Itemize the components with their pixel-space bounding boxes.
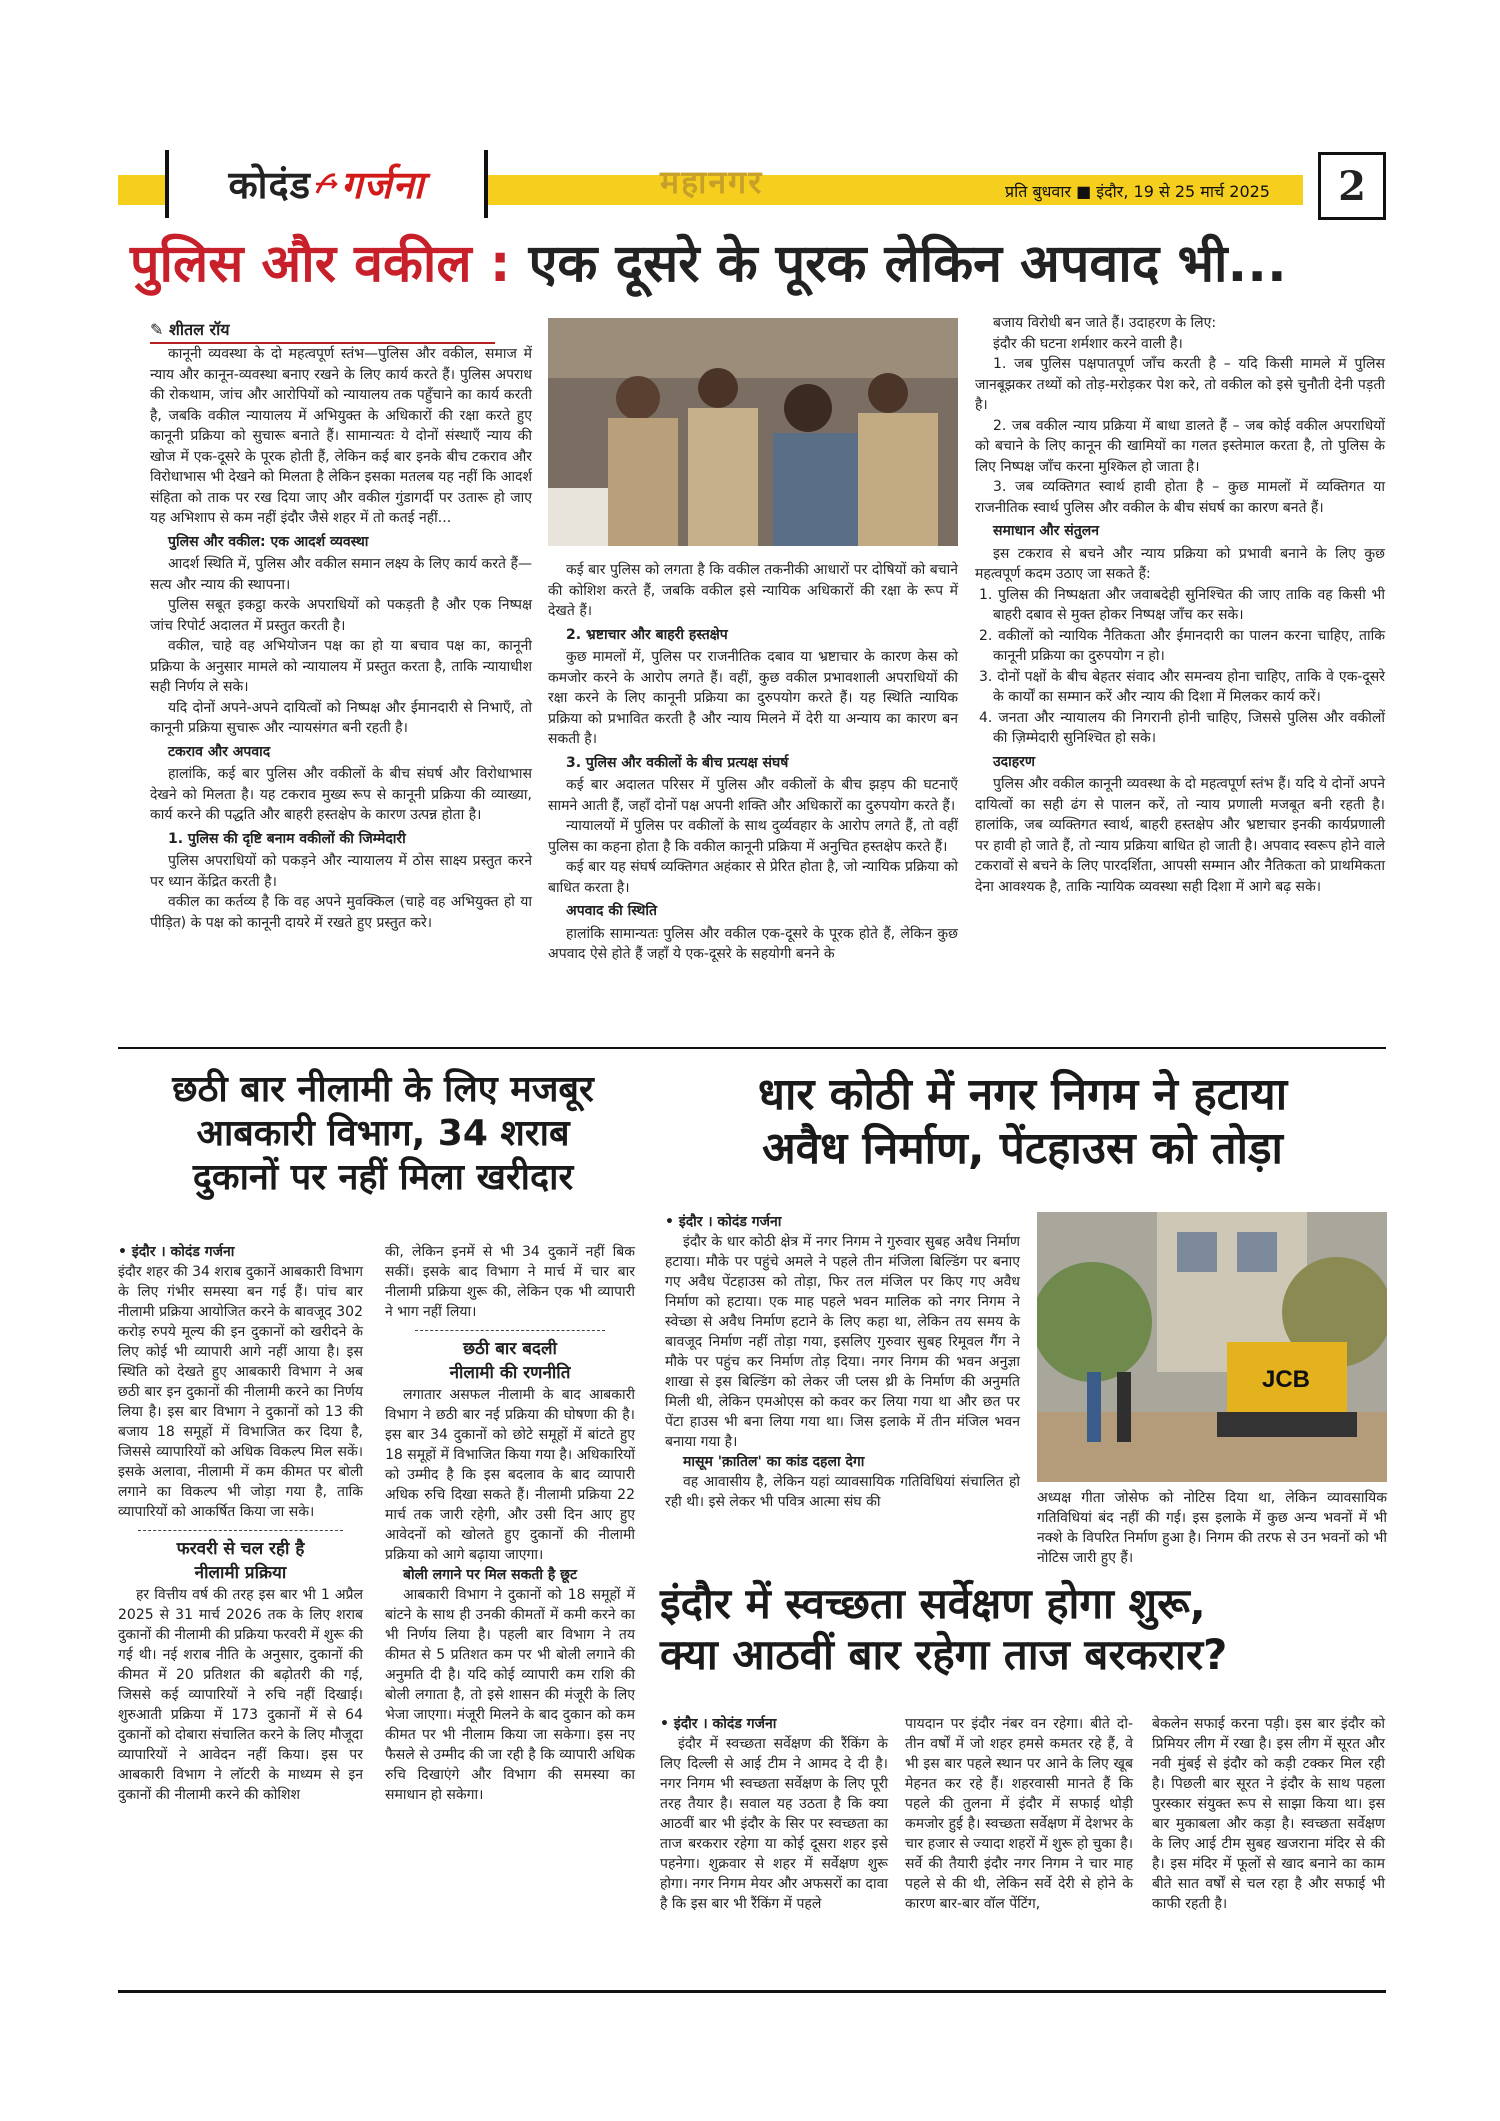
- liquor-text-1a: इंदौर शहर की 34 शराब दुकानें आबकारी विभाग के लिए गंभीर समस्या बन गई हैं। पांच बार नीलामी प्रक्रिया आयोजित करने के बावजूद 302 करोड़ रुपये मूल्य की इन दुकानों को खरीदने के लिए कोई भी व्यापारी आगे नहीं आया है। इस स्थिति को देखते हुए आबकारी विभाग ने अब छठी बार इन दुकानों की नीलामी करने का निर्णय लिया है। इस बार विभाग ने दुकानों को 13 की बजाय 18 समूहों में विभाजित कर दिया है, जिससे व्यापारियों को अधिक विकल्प मिल सकें। इसके अलावा, नीलामी में कम कीमत पर बोली लगाने का विकल्प भी जोड़ा गया है, ताकि व्यापारियों को आकर्षित किया जा सके।: [118, 1264, 363, 1520]
- paragraph: हालांकि सामान्यतः पुलिस और वकील एक-दूसरे के पूरक होते हैं, लेकिन कुछ अपवाद ऐसे होते हैं जहाँ ये एक-दूसरे के सहयोगी बनने के: [548, 925, 958, 962]
- numbered-point: 1. जब पुलिस पक्षपातपूर्ण जाँच करती है – यदि किसी मामले में पुलिस जानबूझकर तथ्यों को तोड़-मरोड़कर पेश करे, तो वकील को इसे चुनौती देनी पड़ती है।: [975, 356, 1385, 413]
- masthead-logo: [165, 150, 488, 218]
- paragraph: कई बार यह संघर्ष व्यक्तिगत अहंकार से प्रेरित होता है, जो न्यायिक प्रक्रिया को बाधित करता है।: [548, 859, 958, 896]
- subheading: टकराव और अपवाद: [168, 743, 271, 760]
- bottom-rule: [118, 1990, 1386, 1993]
- paragraph: कुछ मामलों में, पुलिस पर राजनीतिक दबाव या भ्रष्टाचार के कारण केस को कमजोर करने के आरोप लगते हैं। वहीं, कुछ वकील प्रभावशाली अपराधियों की रक्षा करने के लिए कानूनी प्रक्रिया का दुरुपयोग करते हैं। यह स्थिति न्यायिक प्रक्रिया को प्रभावित करती है और न्याय मिलने में देरी या अन्याय का कारण बन सकती है।: [548, 649, 958, 747]
- dashed-divider: [415, 1330, 605, 1331]
- page-number: 2: [1318, 152, 1386, 220]
- liquor-column-1: [118, 1242, 363, 1805]
- lead-byline: ✎ शीतल रॉय: [150, 318, 495, 344]
- swachh-column-2: पायदान पर इंदौर नंबर वन रहेगा। बीते दो-तीन वर्षों में जो शहर हमसे कमतर रहे हैं, वे भी इस बार पहले स्थान पर आने के लिए खूब मेहनत कर रहे हैं। शहरवासी मानते हैं कि पहले की तुलना में इंदौर में सफाई थोड़ी कमजोर हुई है। स्वच्छता सर्वेक्षण में देशभर के चार हजार से ज्यादा शहरों में शुरू हो चुका है। सर्वे की तैयारी इंदौर नगर निगम ने चार माह पहले से की थी, लेकिन सर्वे देरी से होने के कारण बार-बार वॉल पेंटिंग,: [905, 1716, 1133, 1912]
- dhar-text: इंदौर के धार कोठी क्षेत्र में नगर निगम ने गुरुवार सुबह अवैध निर्माण हटाया। मौके पर पहुंचे अमले ने पहले तीन मंजिला बिल्डिंग पर बनाए गए अवैध पेंटहाउस को तोड़ा, फिर तल मंजिल पर किए गए अवैध निर्माण को हटाया। एक माह पहले भवन मालिक को नगर निगम ने स्वेच्छा से अवैध निर्माण हटाने के लिए कहा था, लेकिन तय समय के बावजूद निर्माण नहीं तोड़ा गया, इसलिए गुरुवार सुबह रिमूवल गैंग ने मौके पर पहुंच कर निर्माण तोड़ दिया। नगर निगम की भवन अनुज्ञा शाखा से इस बिल्डिंग को लेकर जी प्लस थ्री के निर्माण की अनुमति मिली थी, लेकिन एमओएस को कवर कर लिया गया था और छत पर पेंटा हाउस भी बना लिया गया था। जिस इलाके में तीन मंजिल भवन बनाया गया है।: [665, 1234, 1020, 1450]
- subheading: 3. पुलिस और वकीलों के बीच प्रत्यक्ष संघर्ष: [566, 754, 789, 771]
- dhar-caption: अध्यक्ष गीता जोसेफ को नोटिस दिया था, लेकिन व्यावसायिक गतिविधियां बंद नहीं की गई। इस इलाके में कुछ अन्य भवनों में भी नक्शे के विपरित निर्माण हुआ है। निगम की तरफ से उन भवनों को भी नोटिस जारी हुए हैं।: [1037, 1490, 1387, 1566]
- dhar-text-2: वह आवासीय है, लेकिन यहां व्यावसायिक गतिविधियां संचालित हो रही थी। इसे लेकर भी पवित्र आत्मा संघ की: [665, 1474, 1020, 1510]
- dhar-subhead: मासूम 'क़ातिल' का कांड दहला देगा: [683, 1454, 865, 1470]
- logo-text-part2: गर्जना: [341, 162, 425, 207]
- paragraph: वकील का कर्तव्य है कि वह अपने मुवक्किल (चाहे वह अभियुक्त हो या पीड़ित) के पक्ष को कानूनी दायरे में रखते हुए प्रस्तुत करे।: [150, 894, 532, 931]
- swachh-column-3: बेकलेन सफाई करना पड़ी। इस बार इंदौर को प्रिमियर लीग में रखा है। इस लीग में सूरत और नवी मुंबई से इंदौर को कड़ी टक्कर मिल रही है। पिछली बार सूरत ने इंदौर के साथ पहला पुरस्कार संयुक्त रूप से साझा किया था। इस बार मुकाबला और कड़ा है। स्वच्छता सर्वेक्षण के लिए आई टीम सुबह खजराना मंदिर से की है। इस मंदिर में फूलों से खाद बनाने का काम बीते सात वर्षों से चल रहा है और सफाई भी काफी रहती है।: [1152, 1716, 1385, 1912]
- bow-arrow-icon: [313, 171, 339, 197]
- liquor-subhead-3: बोली लगाने पर मिल सकती है छूट: [403, 1567, 578, 1583]
- swachh-headline: इंदौर में स्वच्छता सर्वेक्षण होगा शुरू, क्या आठवीं बार रहेगा ताज बरकरार?: [660, 1579, 1228, 1680]
- jcb-logo-text: JCB: [1262, 1366, 1311, 1393]
- lead-headline-red: पुलिस और वकील :: [130, 234, 511, 294]
- issue-date: प्रति बुधवार ■ इंदौर, 19 से 25 मार्च 2025: [1005, 182, 1270, 201]
- lead-headline: [130, 226, 1390, 297]
- liquor-subhead-1: फरवरी से चल रही है नीलामी प्रक्रिया: [176, 1539, 305, 1583]
- lead-column-3: [975, 313, 1385, 897]
- paragraph: न्यायालयों में पुलिस पर वकीलों के साथ दुर्व्यवहार के आरोप लगते हैं, तो वहीं पुलिस का कहना होता है कि वकील कानूनी प्रक्रिया में अनुचित हस्तक्षेप करते हैं।: [548, 818, 958, 855]
- subheading: उदाहरण: [993, 753, 1036, 770]
- paragraph: हालांकि, कई बार पुलिस और वकीलों के बीच संघर्ष और विरोधाभास देखने को मिलता है। यह टकराव मुख्य रूप से कानूनी प्रक्रिया की व्याख्या, कार्य करने की पद्धति और बाहरी हस्तक्षेप के कारण उत्पन्न होता है।: [150, 766, 532, 823]
- paragraph: यदि दोनों अपने-अपने दायित्वों को निष्पक्ष और ईमानदारी से निभाएँ, तो कानूनी प्रक्रिया सुचारू और न्यायसंगत बनी रहती है।: [150, 699, 532, 736]
- paragraph: पुलिस अपराधियों को पकड़ने और न्यायालय में ठोस साक्ष्य प्रस्तुत करने पर ध्यान केंद्रित करती है।: [150, 853, 532, 890]
- subheading: समाधान और संतुलन: [993, 523, 1099, 539]
- divider-line: [118, 1047, 1386, 1049]
- liquor-text-1b: हर वित्तीय वर्ष की तरह इस बार भी 1 अप्रैल 2025 से 31 मार्च 2026 तक के लिए शराब दुकानों की नीलामी की प्रक्रिया फरवरी में शुरू की गई थी। नई शराब नीति के अनुसार, दुकानों की कीमत में 20 प्रतिशत की बढ़ोतरी की गई, जिससे कई व्यापारियों ने रुचि नहीं दिखाई। शुरुआती प्रक्रिया में 173 दुकानों में से 64 दुकानों को दोबारा संचालित करने के लिए मौजूदा व्यापारियों ने आवेदन नहीं किया। इस पर आबकारी विभाग ने लॉटरी के माध्यम से इन दुकानों की नीलामी करने की कोशिश: [118, 1587, 363, 1803]
- paragraph: आदर्श स्थिति में, पुलिस और वकील समान लक्ष्य के लिए कार्य करते हैं—सत्य और न्याय की स्थापना।: [150, 556, 532, 593]
- list-item: 3. दोनों पक्षों के बीच बेहतर संवाद और समन्वय होना चाहिए, ताकि वे एक-दूसरे के कार्यों का सम्मान करें और न्याय की दिशा में मिलकर कार्य करें।: [979, 668, 1385, 705]
- subheading: पुलिस और वकील: एक आदर्श व्यवस्था: [168, 533, 369, 550]
- dhar-dateline: • इंदौर । कोदंड गर्जना: [665, 1214, 782, 1230]
- liquor-headline: छठी बार नीलामी के लिए मजबूर आबकारी विभाग, 34 शराब दुकानों पर नहीं मिला खरीदार: [172, 1069, 594, 1198]
- police-lawyers-scuffle-photo: [548, 318, 958, 546]
- demolition-photo: [1037, 1212, 1387, 1482]
- liquor-subhead-2: छठी बार बदली नीलामी की रणनीति: [449, 1339, 571, 1383]
- paragraph: इस टकराव से बचने और न्याय प्रक्रिया को प्रभावी बनाने के लिए कुछ महत्वपूर्ण कदम उठाए जा सकते हैं:: [975, 545, 1385, 582]
- dhar-headline: धार कोठी में नगर निगम ने हटाया अवैध निर्माण, पेंटहाउस को तोड़ा: [757, 1069, 1288, 1174]
- subheading: अपवाद की स्थिति: [566, 903, 657, 919]
- list-item: 1. पुलिस की निष्पक्षता और जवाबदेही सुनिश्चित की जाए ताकि वह किसी भी बाहरी दबाव से मुक्त होकर निष्पक्ष जाँच कर सके।: [979, 586, 1385, 623]
- paragraph: पुलिस और वकील कानूनी व्यवस्था के दो महत्वपूर्ण स्तंभ हैं। यदि ये दोनों अपने दायित्वों का सही ढंग से पालन करें, तो न्याय प्रणाली मजबूत बनी रहती है। हालांकि, जब व्यक्तिगत स्वार्थ, बाहरी हस्तक्षेप और भ्रष्टाचार इनकी कार्यप्रणाली पर हावी हो जाते हैं, तो न्याय प्रक्रिया बाधित हो जाती है। अपवाद स्वरूप होने वाले टकरावों से बचने के लिए पारदर्शिता, आपसी सम्मान और नैतिकता को प्राथमिकता देना आवश्यक है, ताकि न्यायिक व्यवस्था सही दिशा में आगे बढ़ सके।: [975, 776, 1385, 895]
- liquor-text-2a: की, लेकिन इनमें से भी 34 दुकानें नहीं बिक सकीं। इसके बाद विभाग ने मार्च में चार बार नीलामी प्रक्रिया शुरू की, लेकिन एक भी व्यापारी ने भाग नहीं लिया।: [385, 1244, 635, 1320]
- subheading: 2. भ्रष्टाचार और बाहरी हस्तक्षेप: [566, 626, 728, 643]
- numbered-point: 2. जब वकील न्याय प्रक्रिया में बाधा डालते हैं – जब कोई वकील अपराधियों को बचाने के लिए कानून की खामियों का गलत इस्तेमाल करता है, तो पुलिस के लिए निष्पक्ष जाँच करना मुश्किल हो जाता है।: [975, 417, 1385, 475]
- dhar-body: [665, 1212, 1020, 1512]
- paragraph: कई बार पुलिस को लगता है कि वकील तकनीकी आधारों पर दोषियों को बचाने की कोशिश करते हैं, जबकि वकील इसे न्यायिक अधिकारों की रक्षा के रूप में देखते हैं।: [548, 562, 958, 619]
- list-item: 4. जनता और न्यायालय की निगरानी होनी चाहिए, जिससे पुलिस और वकीलों की ज़िम्मेदारी सुनिश्चित हो सके।: [979, 709, 1385, 746]
- numbered-point: 3. जब व्यक्तिगत स्वार्थ हावी होता है – कुछ मामलों में व्यक्तिगत या राजनीतिक स्वार्थ पुलिस और वकील के बीच संघर्ष का कारण बनते हैं।: [975, 479, 1385, 516]
- paragraph: पुलिस सबूत इकट्ठा करके अपराधियों को पकड़ती है और एक निष्पक्ष जांच रिपोर्ट अदालत में प्रस्तुत करती है।: [150, 597, 532, 634]
- paragraph: इंदौर की घटना शर्मशार करने वाली है।: [993, 335, 1183, 352]
- swachh-dateline: • इंदौर । कोदंड गर्जना: [660, 1716, 777, 1732]
- section-name: महानगर: [660, 163, 764, 201]
- paragraph: कई बार अदालत परिसर में पुलिस और वकीलों के बीच झड़प की घटनाएँ सामने आती हैं, जहाँ दोनों पक्ष अपनी शक्ति और अधिकारों का दुरुपयोग करते हैं।: [548, 777, 958, 814]
- logo-text-part1: कोदंड: [228, 162, 311, 207]
- paragraph: वकील, चाहे वह अभियोजन पक्ष का हो या बचाव पक्ष का, कानूनी प्रक्रिया के अनुसार मामले को न्यायालय में प्रस्तुत करता है, ताकि न्यायाधीश सही निर्णय ले सके।: [150, 638, 532, 695]
- liquor-column-2: [385, 1242, 635, 1805]
- swachh-column-1: [660, 1714, 888, 1914]
- liquor-text-2b: लगातार असफल नीलामी के बाद आबकारी विभाग ने छठी बार नई प्रक्रिया की घोषणा की है। इस बार 34 दुकानों को छोटे समूहों में बांटते हुए 18 समूहों में विभाजित किया गया है। अधिकारियों को उम्मीद है कि इस बदलाव के बाद व्यापारी अधिक रुचि दिखा सकते हैं। नीलामी प्रक्रिया 22 मार्च तक जारी रहेगी, और उसी दिन आए हुए आवेदनों को खोलते हुए दुकानों की नीलामी प्रक्रिया को आगे बढ़ाया जाएगा।: [385, 1387, 636, 1563]
- list-item: 2. वकीलों को न्यायिक नैतिकता और ईमानदारी का पालन करना चाहिए, ताकि कानूनी प्रक्रिया का दुरुपयोग न हो।: [979, 627, 1385, 664]
- subheading: 1. पुलिस की दृष्टि बनाम वकीलों की जिम्मेदारी: [168, 830, 406, 847]
- liquor-text-2c: आबकारी विभाग ने दुकानों को 18 समूहों में बांटने के साथ ही उनकी कीमतों में कमी करने का भी निर्णय लिया है। पहली बार विभाग ने तय कीमत से 5 प्रतिशत कम पर भी बोली लगाने की अनुमति दी है। यदि कोई व्यापारी कम राशि की बोली लगाता है, तो इसे शासन की मंजूरी के लिए भेजा जाएगा। मंजूरी मिलने के बाद दुकान को कम कीमत पर भी नीलाम किया जा सकेगा। इस नए फैसले से उम्मीद की जा रही है कि व्यापारी अधिक रुचि दिखाएंगे और विभाग की समस्या का समाधान हो सकेगा।: [385, 1587, 635, 1803]
- liquor-dateline: • इंदौर । कोदंड गर्जना: [118, 1244, 235, 1260]
- paragraph: कानूनी व्यवस्था के दो महत्वपूर्ण स्तंभ—पुलिस और वकील, समाज में न्याय और कानून-व्यवस्था बनाए रखने के लिए कार्य करते हैं। पुलिस अपराध की रोकथाम, जांच और आरोपियों को न्यायालय तक पहुँचाने का कार्य करती है, जबकि वकील न्यायालय में अभियुक्त के अधिकारों की रक्षा करते हुए कानूनी प्रक्रिया को सुचारू बनाते हैं। सामान्यतः ये दोनों संस्थाएँ न्याय की खोज में एक-दूसरे के पूरक होती हैं, लेकिन कई बार इनके बीच टकराव और विरोधाभास भी देखने को मिलता है लेकिन इसका मतलब यह नहीं कि आदर्श संहिता को ताक पर रख दिया जाए और वकील गुंडागर्दी पर उतारू हो जाए यह अभिशाप से कम नहीं इंदौर जैसे शहर में तो कतई नहीं...: [150, 346, 532, 526]
- paragraph: बजाय विरोधी बन जाते हैं। उदाहरण के लिए:: [993, 315, 1217, 331]
- lead-headline-black: एक दूसरे के पूरक लेकिन अपवाद भी...: [528, 234, 1287, 294]
- lead-column-2: [548, 560, 958, 965]
- dashed-divider: [138, 1530, 343, 1531]
- lead-column-1: [150, 344, 532, 933]
- swachh-text-1: इंदौर में स्वच्छता सर्वेक्षण की रैंकिंग के लिए दिल्ली से आई टीम ने आमद दे दी है। नगर निगम भी स्वच्छता सर्वेक्षण के लिए पूरी तरह तैयार है। सवाल यह उठता है कि क्या आठवीं बार भी इंदौर के सिर पर स्वच्छता का ताज बरकरार रहेगा या कोई दूसरा शहर इसे पहनेगा। शुक्रवार से शहर में सर्वेक्षण शुरू होगा। नगर निगम मेयर और अफसरों का दावा है कि इस बार भी रैंकिंग में पहले: [660, 1736, 888, 1912]
